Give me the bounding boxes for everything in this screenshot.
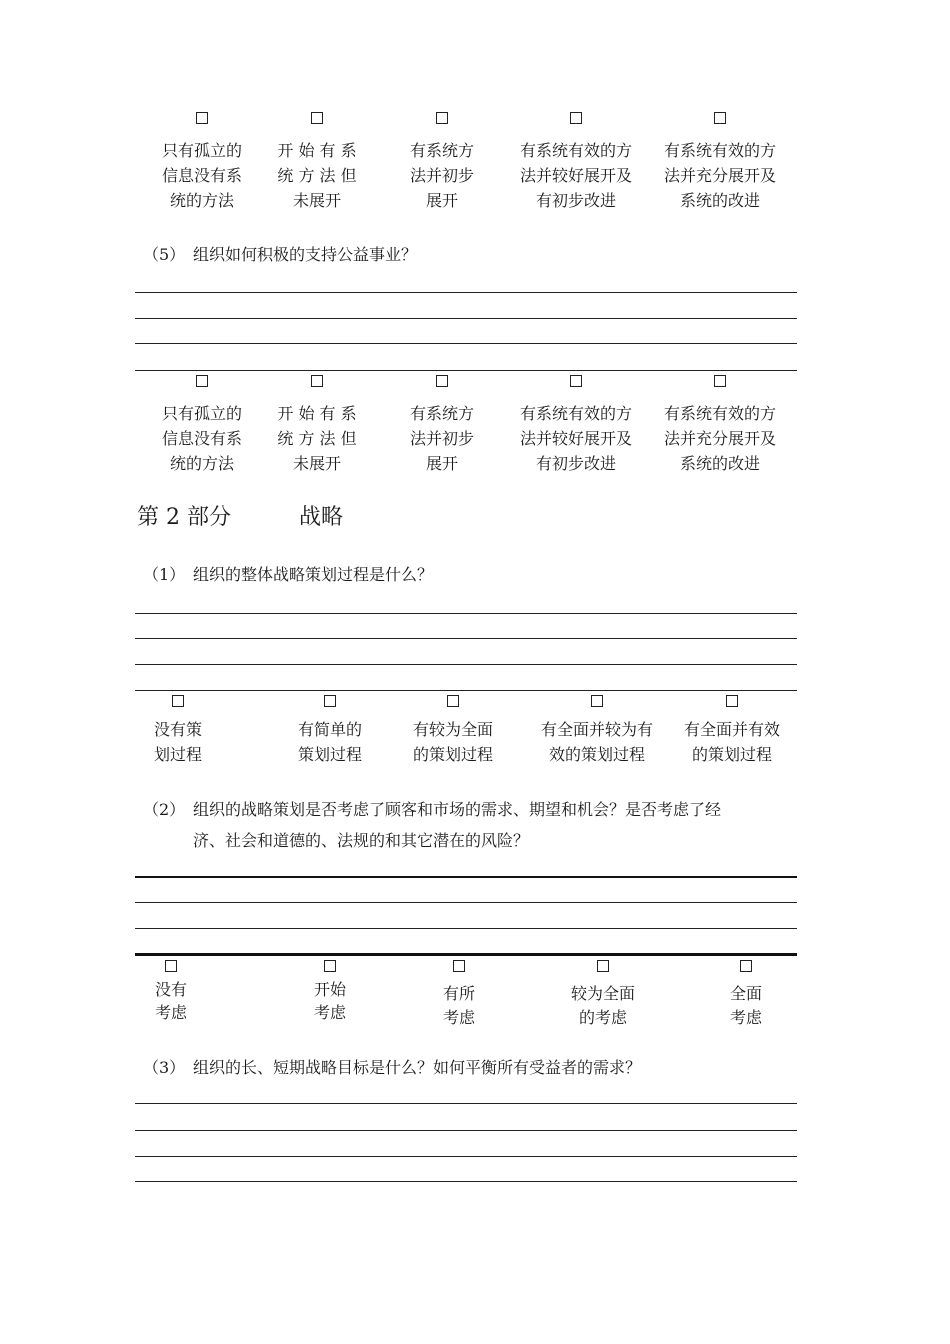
- option-label: 只有孤立的 信息没有系 统的方法: [161, 404, 242, 473]
- answer-line[interactable]: [135, 370, 797, 371]
- checkbox[interactable]: [311, 375, 323, 387]
- question-2-3: [143, 1053, 641, 1083]
- checkbox[interactable]: [597, 960, 609, 972]
- question-number: （1）: [143, 565, 186, 584]
- option-label: 只有孤立的 信息没有系 统的方法: [161, 141, 242, 210]
- rating-option[interactable]: [106, 960, 236, 1024]
- question-number: （2）: [143, 800, 186, 819]
- option-label: 较为全面 的考虑: [570, 984, 635, 1027]
- rating-option[interactable]: [681, 960, 811, 1030]
- checkbox[interactable]: [714, 112, 726, 124]
- rating-option[interactable]: [252, 112, 382, 213]
- question-text: 组织的整体战略策划过程是什么？: [193, 565, 434, 584]
- checkbox[interactable]: [570, 112, 582, 124]
- option-label: 有系统方 法并初步 展开: [409, 404, 474, 473]
- answer-line[interactable]: [135, 638, 797, 639]
- checkbox[interactable]: [453, 960, 465, 972]
- question-text: 组织的长、短期战略目标是什么？如何平衡所有受益者的需求？: [193, 1058, 642, 1077]
- answer-line[interactable]: [135, 928, 797, 929]
- question-text-continued: 济、社会和道德的、法规的和其它潜在的风险？: [193, 831, 530, 850]
- checkbox[interactable]: [436, 375, 448, 387]
- checkbox[interactable]: [591, 695, 603, 707]
- option-label: 有系统有效的方 法并充分展开及 系统的改进: [663, 141, 776, 210]
- question-5: [143, 240, 417, 270]
- checkbox[interactable]: [165, 960, 177, 972]
- section-title: 战略: [298, 505, 343, 530]
- rating-option[interactable]: [532, 695, 662, 767]
- rating-option[interactable]: [655, 375, 785, 476]
- option-label: 有系统有效的方 法并充分展开及 系统的改进: [663, 404, 776, 473]
- rating-option[interactable]: [265, 695, 395, 767]
- answer-line[interactable]: [135, 1181, 797, 1182]
- checkbox[interactable]: [172, 695, 184, 707]
- question-number: （5）: [143, 245, 186, 264]
- checkbox[interactable]: [726, 695, 738, 707]
- checkbox[interactable]: [324, 960, 336, 972]
- question-text: 组织的战略策划是否考虑了顾客和市场的需求、期望和机会？是否考虑了经: [193, 800, 722, 819]
- checkbox[interactable]: [436, 112, 448, 124]
- option-label: 没有 考虑: [154, 980, 187, 1022]
- section-number: 第 2 部分: [137, 505, 231, 530]
- answer-line[interactable]: [135, 1156, 797, 1157]
- rating-option[interactable]: [511, 375, 641, 476]
- answer-line[interactable]: [135, 613, 797, 614]
- answer-line[interactable]: [135, 876, 797, 878]
- answer-line[interactable]: [135, 902, 797, 903]
- answer-line[interactable]: [135, 664, 797, 665]
- checkbox[interactable]: [714, 375, 726, 387]
- checkbox[interactable]: [324, 695, 336, 707]
- option-label: 开始 考虑: [313, 980, 346, 1022]
- option-label: 有系统有效的方 法并较好展开及 有初步改进: [519, 404, 632, 473]
- checkbox[interactable]: [196, 112, 208, 124]
- rating-option[interactable]: [655, 112, 785, 213]
- option-label: 全面 考虑: [729, 984, 762, 1027]
- question-2-2: [143, 795, 721, 825]
- rating-option[interactable]: [137, 112, 267, 213]
- option-label: 有所 考虑: [442, 984, 475, 1027]
- option-label: 开 始 有 系 统 方 法 但 未展开: [277, 141, 357, 210]
- answer-line[interactable]: [135, 292, 797, 293]
- rating-option[interactable]: [265, 960, 395, 1024]
- section-heading: [137, 500, 343, 531]
- rating-option[interactable]: [377, 112, 507, 213]
- checkbox[interactable]: [740, 960, 752, 972]
- answer-line[interactable]: [135, 690, 797, 691]
- option-label: 有系统有效的方 法并较好展开及 有初步改进: [519, 141, 632, 210]
- rating-option[interactable]: [388, 695, 518, 767]
- checkbox[interactable]: [311, 112, 323, 124]
- option-label: 有较为全面 的策划过程: [412, 720, 493, 764]
- option-label: 有简单的 策划过程: [297, 720, 362, 764]
- rating-option[interactable]: [538, 960, 668, 1030]
- checkbox[interactable]: [447, 695, 459, 707]
- question-text: 组织如何积极的支持公益事业？: [193, 245, 418, 264]
- option-label: 有全面并有效 的策划过程: [683, 720, 780, 764]
- rating-option[interactable]: [137, 375, 267, 476]
- answer-line[interactable]: [135, 318, 797, 319]
- question-2-1: [143, 560, 433, 590]
- checkbox[interactable]: [196, 375, 208, 387]
- option-label: 有系统方 法并初步 展开: [409, 141, 474, 210]
- option-label: 有全面并较为有 效的策划过程: [540, 720, 653, 764]
- answer-line[interactable]: [135, 343, 797, 344]
- option-label: 开 始 有 系 统 方 法 但 未展开: [277, 404, 357, 473]
- rating-option[interactable]: [252, 375, 382, 476]
- rating-option[interactable]: [394, 960, 524, 1030]
- option-label: 没有策 划过程: [153, 720, 202, 764]
- rating-option[interactable]: [377, 375, 507, 476]
- rating-option[interactable]: [511, 112, 641, 213]
- answer-line[interactable]: [135, 1103, 797, 1104]
- checkbox[interactable]: [570, 375, 582, 387]
- rating-option[interactable]: [113, 695, 243, 767]
- answer-line[interactable]: [135, 953, 797, 956]
- question-number: （3）: [143, 1058, 186, 1077]
- rating-option[interactable]: [667, 695, 797, 767]
- answer-line[interactable]: [135, 1130, 797, 1131]
